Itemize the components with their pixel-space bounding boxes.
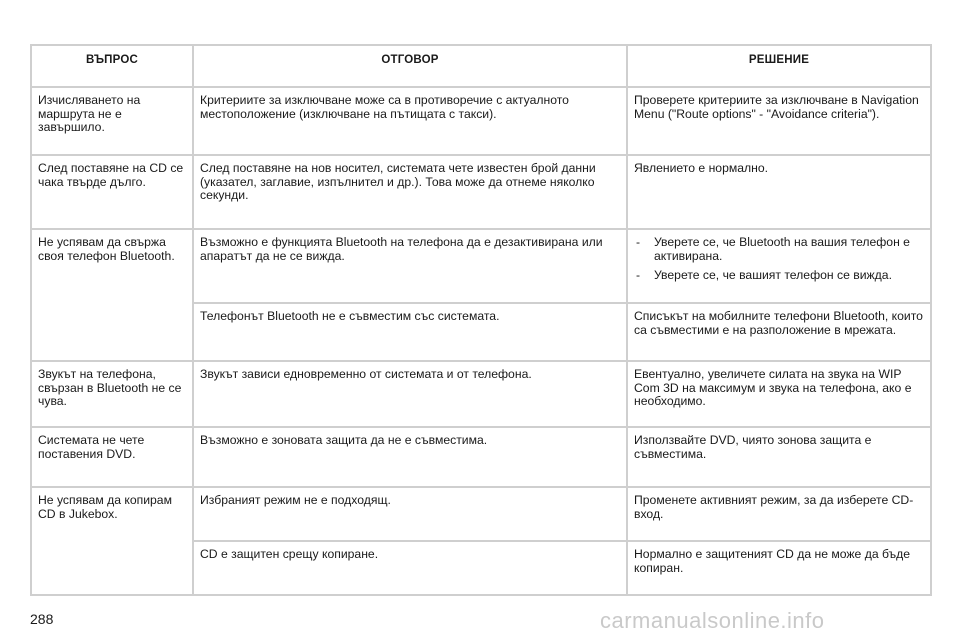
header-answer: ОТГОВОР [193, 45, 627, 87]
table-row [31, 427, 931, 487]
answer-cell: След поставяне на нов носител, системата чете известен брой данни (указател, заглавие, изпълнител и др.). Това може да отнеме няколко секунди. [193, 155, 627, 229]
solution-cell: Проверете критериите за изключване в Navigation Menu ("Route options" - "Avoidance criteria"). [627, 87, 931, 155]
question-cell: Звукът на телефона, свързан в Bluetooth не се чува. [31, 361, 193, 427]
question-cell: Изчисляването на маршрута не е завършило. [31, 87, 193, 155]
header-solution: РЕШЕНИЕ [627, 45, 931, 87]
table-row [31, 87, 931, 155]
answer-cell: Звукът зависи едновременно от системата и от телефона. [193, 361, 627, 427]
solution-list [634, 236, 924, 283]
header-row [31, 45, 931, 87]
watermark: carmanualsonline.info [600, 608, 825, 633]
answer-cell: Критериите за изключване може са в противоречие с актуалното местоположение (изключване на пътищата с такси). [193, 87, 627, 155]
solution-cell: Списъкът на мобилните телефони Bluetooth, които са съвместими е на разположение в мрежата. [627, 303, 931, 361]
page-number: 288 [30, 611, 54, 627]
answer-cell: Възможно е функцията Bluetooth на телефона да е дезактивирана или апаратът да не се вижда. [193, 229, 627, 303]
table-row [31, 361, 931, 427]
solution-list-item: - Уверете се, че вашият телефон се вижда. [634, 269, 924, 283]
answer-cell: Телефонът Bluetooth не е съвместим със системата. [193, 303, 627, 361]
solution-cell: Нормално е защитеният CD да не може да бъде копиран. [627, 541, 931, 595]
faq-table [30, 44, 932, 596]
question-cell: Системата не чете поставения DVD. [31, 427, 193, 487]
solution-cell: Променете активният режим, за да изберете CD-вход. [627, 487, 931, 541]
answer-cell: Избраният режим не е подходящ. [193, 487, 627, 541]
solution-cell: Използвайте DVD, чиято зонова защита е съвместима. [627, 427, 931, 487]
question-cell: След поставяне на CD се чака твърде дълго. [31, 155, 193, 229]
answer-cell: CD е защитен срещу копиране. [193, 541, 627, 595]
table-row [31, 487, 931, 541]
solution-cell: Явлението е нормално. [627, 155, 931, 229]
table-row [31, 229, 931, 303]
header-question: ВЪПРОС [31, 45, 193, 87]
solution-list-item: - Уверете се, че Bluetooth на вашия телефон е активирана. [634, 236, 924, 263]
question-cell: Не успявам да свържа своя телефон Bluetooth. [31, 229, 193, 361]
solution-cell: Евентуално, увеличете силата на звука на WIP Com 3D на максимум и звука на телефона, ако е необходимо. [627, 361, 931, 427]
answer-cell: Възможно е зоновата защита да не е съвместима. [193, 427, 627, 487]
table-row [31, 155, 931, 229]
solution-cell [627, 229, 931, 303]
question-cell: Не успявам да копирам CD в Jukebox. [31, 487, 193, 595]
